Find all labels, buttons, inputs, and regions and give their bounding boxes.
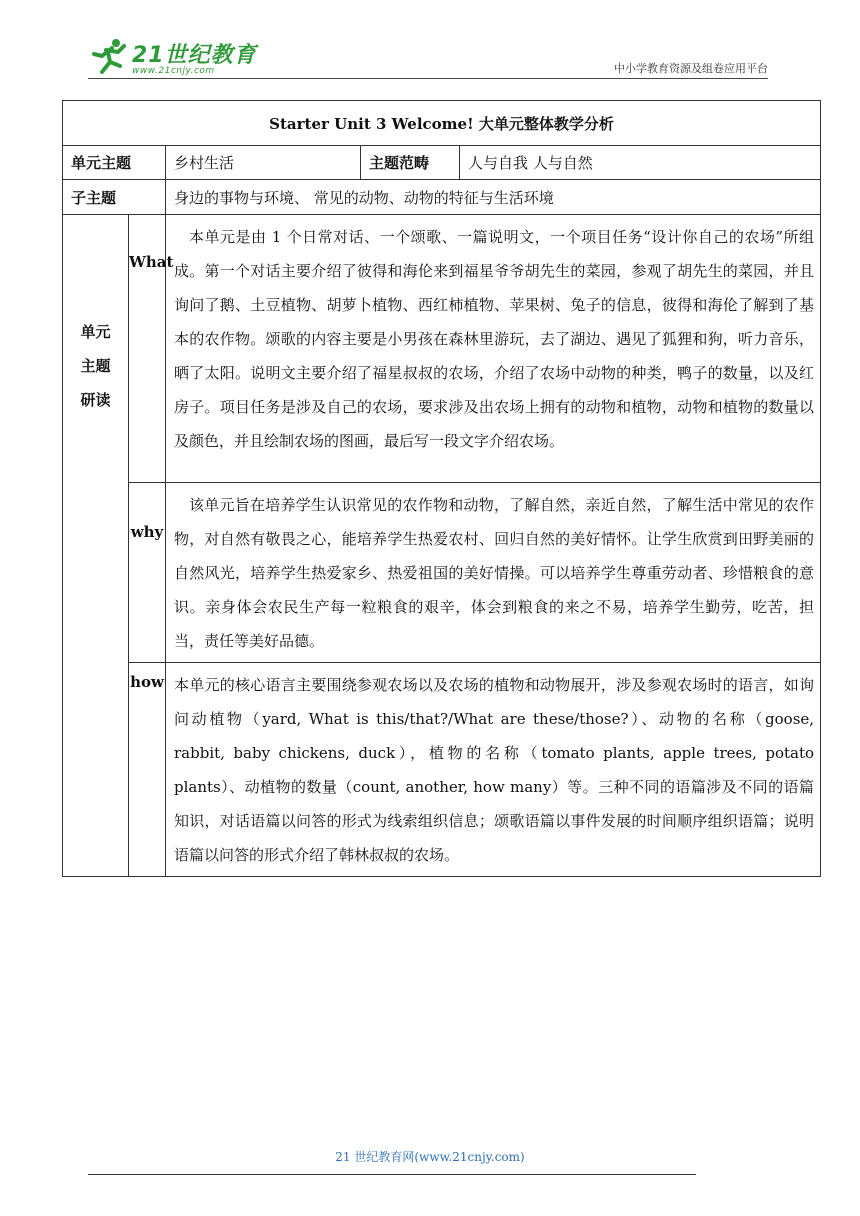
why-text: 该单元旨在培养学生认识常见的农作物和动物，了解自然，亲近自然，了解生活中常见的农作物，对自然有敬畏之心，能培养学生热爱农村、回归自然的美好情怀。让学生欣赏到田野美丽的自然风光，培养学生热爱家乡、热爱祖国的美好情操。可以培养学生尊重劳动者、珍惜粮食的意识。亲身体会农民生产每一粒粮食的艰辛，体会到粮食的来之不易，培养学生勤劳，吃苦，担当，责任等美好品德。 — [166, 483, 821, 663]
why-label: why — [129, 483, 166, 663]
theme-scope-value: 人与自我 人与自然 — [460, 146, 821, 180]
unit-theme-label: 单元主题 — [63, 146, 166, 180]
study-label — [63, 215, 129, 877]
study-label-text: 单元主题研读 — [80, 323, 111, 409]
what-label: What — [129, 215, 166, 483]
footer-divider — [88, 1174, 696, 1175]
analysis-table — [62, 100, 821, 877]
header-divider — [88, 78, 768, 79]
logo-text: 21世纪教育 — [132, 43, 257, 68]
what-text: 本单元是由 1 个日常对话、一个颂歌、一篇说明文，一个项目任务“设计你自己的农场”所组成。第一个对话主要介绍了彼得和海伦来到福星爷爷胡先生的菜园，参观了胡先生的菜园，并且询问了鹅、土豆植物、胡萝卜植物、西红柿植物、苹果树、兔子的信息，彼得和海伦了解到了基本的农作物。颂歌的内容主要是小男孩在森林里游玩，去了湖边、遇见了狐狸和狗，听力音乐，晒了太阳。说明文主要介绍了福星叔叔的农场，介绍了农场中动物的种类，鸭子的数量，以及红房子。项目任务是涉及自己的农场，要求涉及出农场上拥有的动物和植物，动物和植物的数量以及颜色，并且绘制农场的图画，最后写一段文字介绍农场。 — [166, 215, 821, 483]
table-title: Starter Unit 3 Welcome! 大单元整体教学分析 — [63, 101, 821, 146]
page-header — [0, 0, 860, 80]
platform-name: 中小学教育资源及组卷应用平台 — [614, 62, 768, 75]
how-label: how — [129, 663, 166, 877]
logo-url: www.21cnjy.com — [132, 66, 215, 76]
sub-theme-label: 子主题 — [63, 180, 166, 215]
how-text: 本单元的核心语言主要围绕参观农场以及农场的植物和动物展开，涉及参观农场时的语言，如询问动植物（yard, What is this/that?/What are these/those?）、动物的名称（goose, rabbit, baby chickens, duck），植物的名称（tomato plants, apple trees, potato plants）、动植物的数量（count, another, how many）等。三种不同的语篇涉及不同的语篇知识，对话语篇以问答的形式为线索组织信息；颂歌语篇以事件发展的时间顺序组织语篇；说明语篇以问答的形式介绍了韩林叔叔的农场。 — [166, 663, 821, 877]
runner-logo-icon — [88, 36, 128, 76]
sub-theme-value: 身边的事物与环境、 常见的动物、动物的特征与生活环境 — [166, 180, 821, 215]
theme-scope-label: 主题范畴 — [361, 146, 460, 180]
footer-link[interactable]: 21 世纪教育网(www.21cnjy.com) — [335, 1150, 525, 1164]
unit-theme-value: 乡村生活 — [166, 146, 361, 180]
site-logo[interactable] — [88, 36, 258, 80]
